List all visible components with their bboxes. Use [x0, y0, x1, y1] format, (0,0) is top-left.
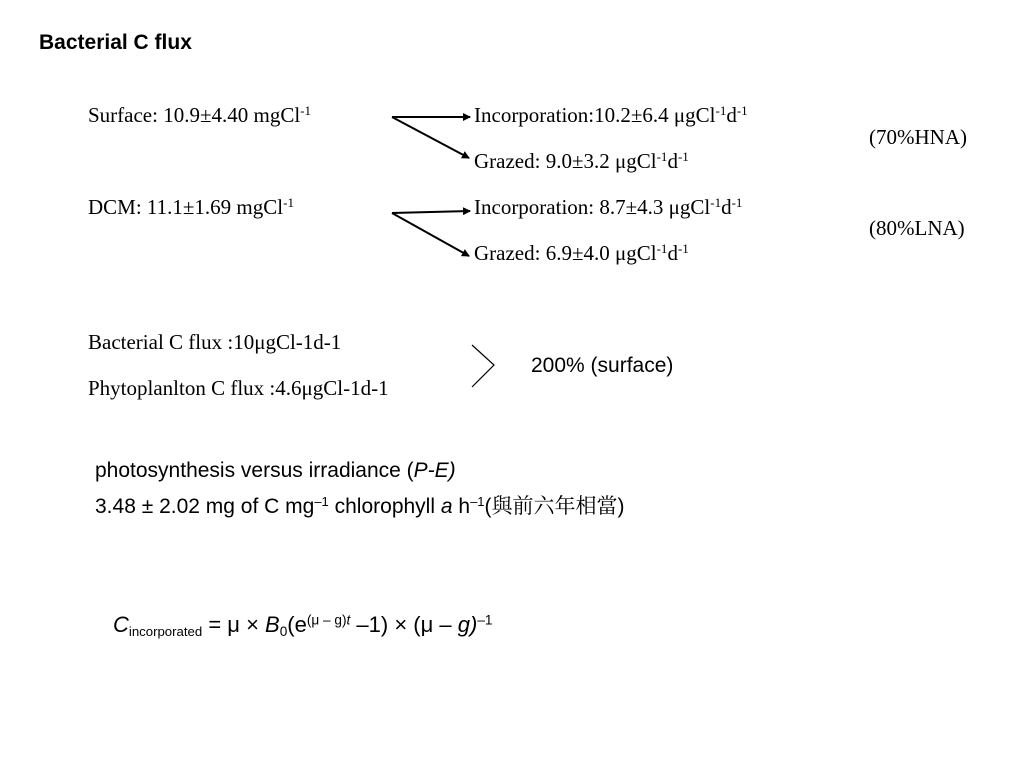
pe-heading [95, 459, 456, 483]
dcm-grazed-exponent-1: -1 [656, 240, 668, 256]
pe-value-a: 3.48 ± 2.02 mg of C mg [95, 495, 315, 518]
formula-exponent-t: t [346, 612, 351, 628]
surface-incorporation-exponent-1: -1 [715, 102, 727, 118]
pe-value [95, 490, 625, 520]
surface-fraction: (70%HNA) [869, 125, 967, 149]
dcm-label-exponent: -1 [283, 194, 294, 210]
surface-grazed-exponent-2: -1 [677, 148, 689, 164]
bacterial-flux-line: Bacterial C flux :10μgCl-1d-1 [88, 330, 342, 354]
pe-value-note: (與前六年相當) [484, 495, 625, 518]
incorporation-formula [113, 612, 492, 638]
pe-value-exponent-1: –1 [314, 493, 329, 509]
pe-heading-italic: P-E) [413, 459, 456, 482]
surface-arrow-grazed [392, 117, 469, 158]
pe-value-exponent-2: –1 [470, 493, 485, 509]
formula-b-subscript: 0 [279, 624, 288, 640]
formula-c: C [113, 612, 129, 637]
dcm-grazed-exponent-2: -1 [677, 240, 689, 256]
dcm-label-text: DCM: 11.1±1.69 mgCl [88, 195, 284, 219]
formula-g: g) [457, 612, 478, 637]
dcm-grazed-day: d [667, 241, 678, 265]
surface-label-exponent: -1 [300, 102, 312, 118]
formula-exponent-a: (μ – g) [306, 612, 347, 628]
formula-b: B [265, 612, 280, 637]
surface-incorporation-day: d [726, 103, 737, 127]
surface-incorporation-text: Incorporation:10.2±6.4 μgCl [474, 103, 716, 127]
dcm-incorporation-day: d [721, 195, 732, 219]
pe-value-italic-a: a [440, 495, 453, 518]
slide-title: Bacterial C flux [39, 31, 192, 54]
pe-heading-text: photosynthesis versus irradiance ( [95, 459, 414, 482]
formula-c-subscript: incorporated [128, 623, 203, 639]
surface-label-text: Surface: 10.9±4.40 mgCl [88, 103, 301, 127]
phytoplankton-flux-line: Phytoplanlton C flux :4.6μgCl-1d-1 [88, 376, 389, 400]
surface-grazed-text: Grazed: 9.0±3.2 μgCl [474, 149, 657, 173]
dcm-incorporation-text: Incorporation: 8.7±4.3 μgCl [474, 195, 711, 219]
dcm-arrow-grazed [392, 213, 469, 256]
dcm-incorporation-exponent-1: -1 [710, 194, 722, 210]
surface-incorporation-exponent-2: -1 [736, 102, 748, 118]
comparison-brace [472, 345, 494, 387]
dcm-grazed-text: Grazed: 6.9±4.0 μgCl [474, 241, 657, 265]
surface-grazed-exponent-1: -1 [656, 148, 668, 164]
formula-exponent-end: –1 [477, 612, 493, 628]
pe-value-b: chlorophyll [328, 495, 441, 518]
formula-mid: –1) × (μ – [350, 612, 458, 637]
dcm-fraction: (80%LNA) [869, 216, 965, 240]
dcm-incorporation-exponent-2: -1 [731, 194, 743, 210]
formula-open: (e [287, 612, 307, 637]
pe-value-c: h [452, 495, 471, 518]
formula-exponent [307, 613, 350, 628]
dcm-arrow-incorporation [392, 211, 470, 213]
formula-eq: = μ × [202, 612, 266, 637]
surface-grazed-day: d [667, 149, 678, 173]
flux-ratio: 200% (surface) [531, 354, 674, 377]
